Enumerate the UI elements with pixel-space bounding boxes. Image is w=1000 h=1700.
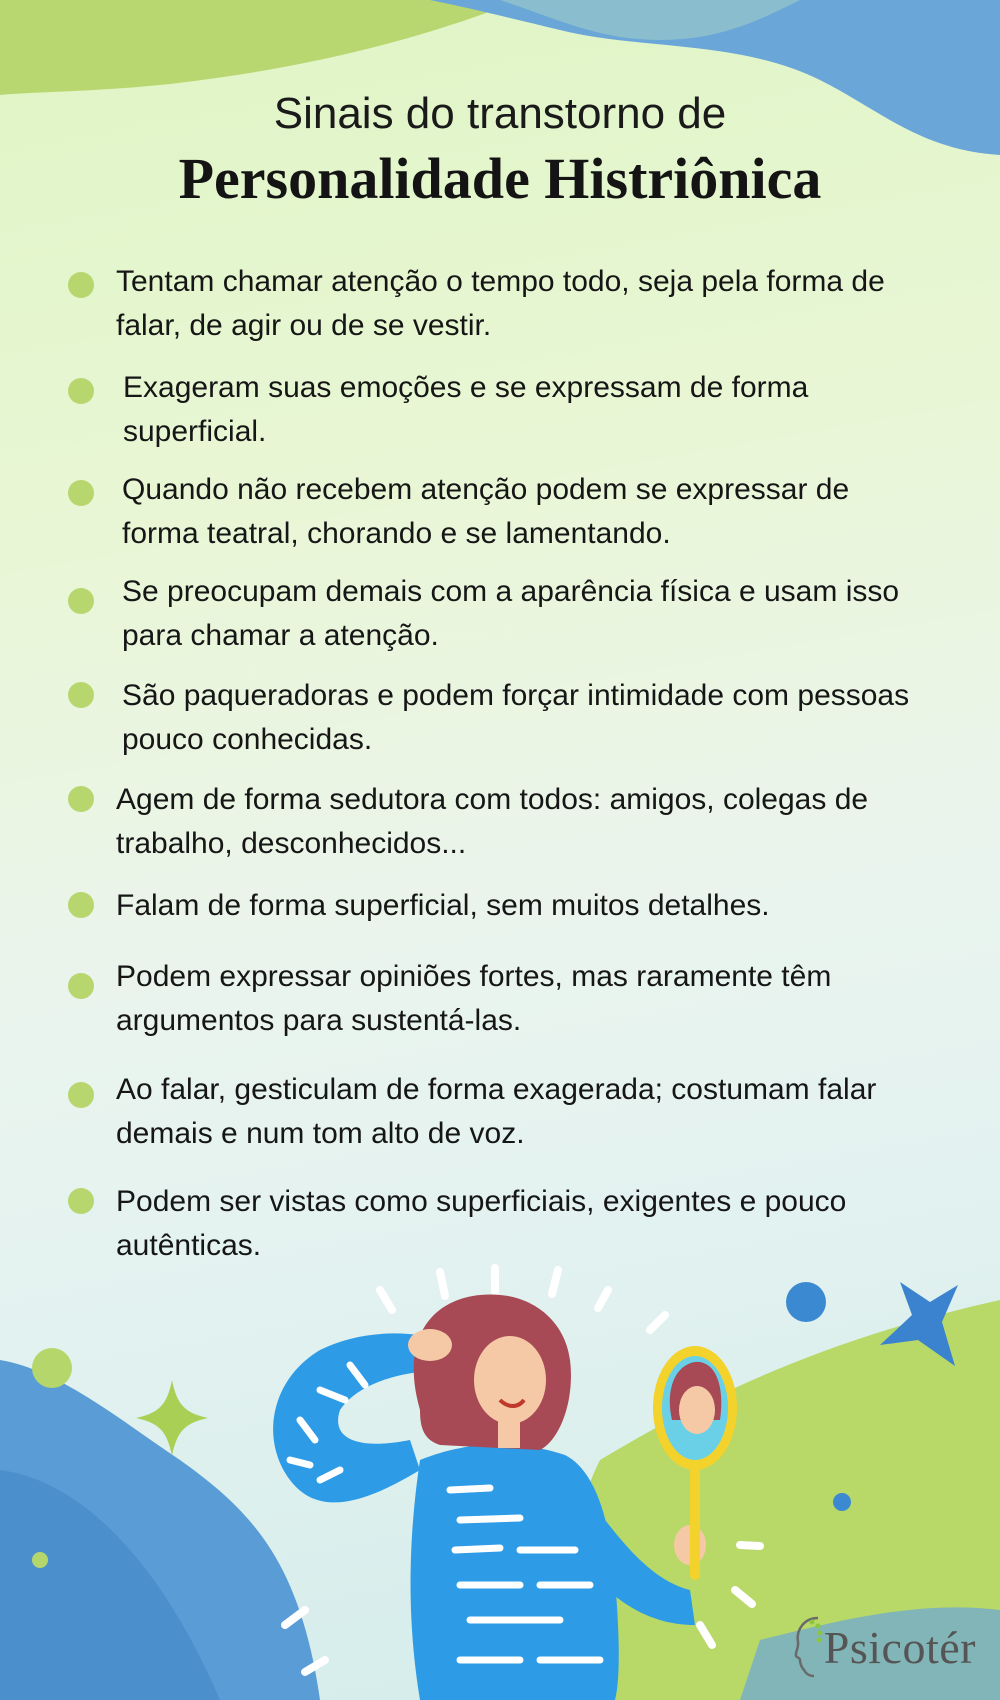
title-block xyxy=(0,88,1000,214)
sign-text: Tentam chamar atenção o tempo todo, seja pela forma de falar, de agir ou de se vestir. xyxy=(116,265,885,342)
psicoter-logo xyxy=(790,1612,976,1682)
sign-text: Podem ser vistas como superficiais, exigentes e pouco autênticas. xyxy=(116,1185,847,1262)
bullet-dot-icon xyxy=(68,1188,94,1214)
bullet-dot-icon xyxy=(68,378,94,404)
logo-text: Psicotér xyxy=(823,1621,976,1673)
sign-text: Podem expressar opiniões fortes, mas raramente têm argumentos para sustentá-las. xyxy=(116,960,832,1037)
woman-neck xyxy=(498,1420,520,1448)
sign-text: Quando não recebem atenção podem se expressar de forma teatral, chorando e se lamentando. xyxy=(122,473,850,550)
bullet-dot-icon xyxy=(68,272,94,298)
bullet-dot-icon xyxy=(68,480,94,506)
sign-text: Se preocupam demais com a aparência física e usam isso para chamar a atenção. xyxy=(122,575,900,652)
sign-text: Falam de forma superficial, sem muitos detalhes. xyxy=(116,889,770,922)
bullet-dot-icon xyxy=(68,786,94,812)
title-line2: Personalidade Histriônica xyxy=(178,146,822,211)
bullet-dot-icon xyxy=(68,892,94,918)
sign-text: São paqueradoras e podem forçar intimidade com pessoas pouco conhecidas. xyxy=(122,679,910,756)
blue-dot-right xyxy=(833,1493,851,1511)
sign-text: Ao falar, gesticulam de forma exagerada; costumam falar demais e num tom alto de voz. xyxy=(116,1073,877,1150)
green-circle-left xyxy=(32,1348,72,1388)
sign-text: Agem de forma sedutora com todos: amigos, colegas de trabalho, desconhecidos... xyxy=(116,783,869,860)
head-profile-logo-icon xyxy=(790,1612,824,1682)
bullet-dot-icon xyxy=(68,682,94,708)
woman-face xyxy=(474,1336,546,1424)
sign-text: Exageram suas emoções e se expressam de forma superficial. xyxy=(123,371,809,448)
blue-circle-right xyxy=(786,1282,826,1322)
green-dot-left xyxy=(32,1552,48,1568)
bullet-dot-icon xyxy=(68,588,94,614)
top-left-green-wave xyxy=(0,0,520,95)
title-line1: Sinais do transtorno de xyxy=(273,89,727,138)
woman-hand xyxy=(408,1329,452,1361)
bullet-dot-icon xyxy=(68,973,94,999)
bullet-dot-icon xyxy=(68,1082,94,1108)
